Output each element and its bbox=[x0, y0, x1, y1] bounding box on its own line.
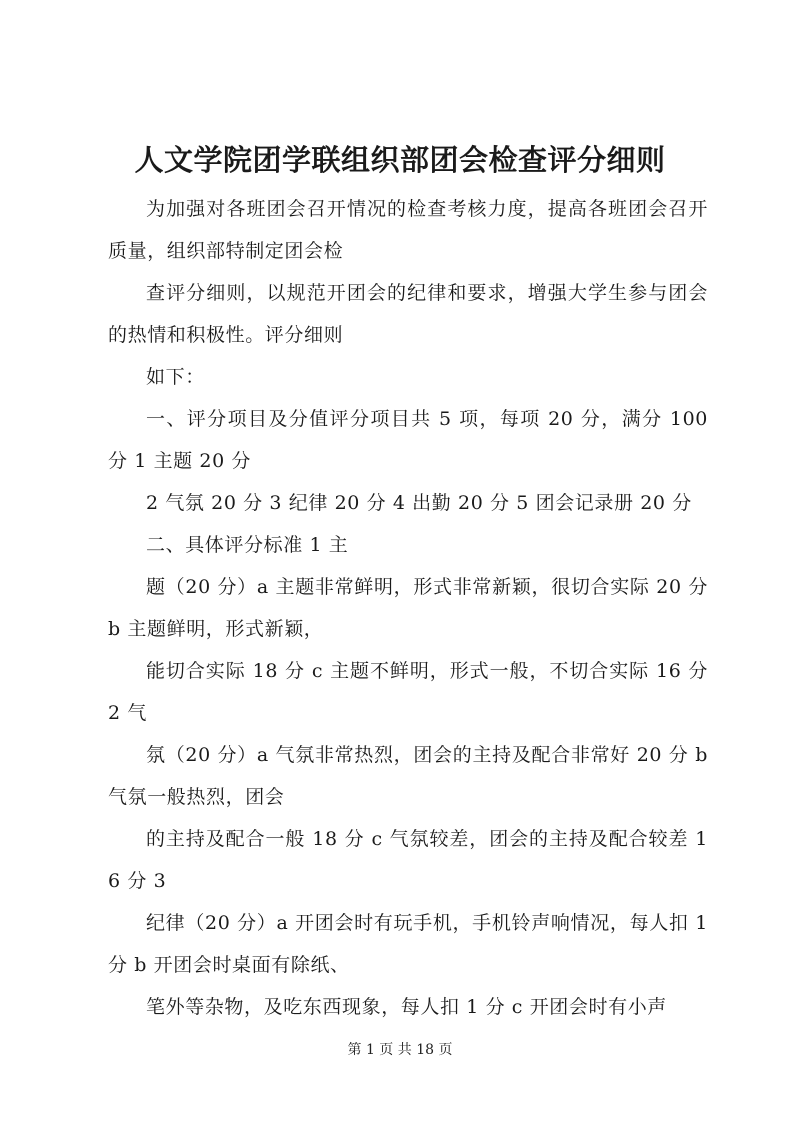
paragraph-discipline-criteria-2: 笔外等杂物，及吃东西现象，每人扣 1 分 c 开团会时有小声 bbox=[146, 996, 667, 1018]
paragraph-atmosphere-criteria-2: 的主持及配合一般 18 分 c 气氛较差，团会的主持及配合较差 16 分 3 bbox=[108, 828, 708, 892]
paragraph-section-1: 一、评分项目及分值评分项目共 5 项，每项 20 分，满分 100 分 1 主题 20 分 bbox=[108, 408, 708, 472]
page-number-footer: 第 1 页 共 18 页 bbox=[347, 1042, 453, 1058]
document-body bbox=[108, 188, 708, 1028]
paragraph-theme-criteria: 题（20 分）a 主题非常鲜明，形式非常新颖，很切合实际 20 分 b 主题鲜明，形式新颖， bbox=[108, 576, 708, 640]
paragraph-theme-criteria-2: 能切合实际 18 分 c 主题不鲜明，形式一般，不切合实际 16 分 2 气 bbox=[108, 660, 708, 724]
paragraph-discipline-criteria: 纪律（20 分）a 开团会时有玩手机，手机铃声响情况，每人扣 1 分 b 开团会时桌面有除纸、 bbox=[108, 912, 708, 976]
document-title: 人文学院团学联组织部团会检查评分细则 bbox=[134, 143, 666, 177]
paragraph-section-2: 二、具体评分标准 1 主 bbox=[146, 534, 349, 556]
paragraph-intro-2: 查评分细则，以规范开团会的纪律和要求，增强大学生参与团会的热情和积极性。评分细则 bbox=[108, 282, 708, 346]
paragraph-atmosphere-criteria: 氛（20 分）a 气氛非常热烈，团会的主持及配合非常好 20 分 b 气氛一般热烈，团会 bbox=[108, 744, 708, 808]
paragraph-intro-1: 为加强对各班团会召开情况的检查考核力度，提高各班团会召开质量，组织部特制定团会检 bbox=[108, 198, 708, 262]
paragraph-section-1-items: 2 气氛 20 分 3 纪律 20 分 4 出勤 20 分 5 团会记录册 20 分 bbox=[146, 492, 692, 514]
paragraph-intro-3: 如下： bbox=[146, 366, 205, 388]
